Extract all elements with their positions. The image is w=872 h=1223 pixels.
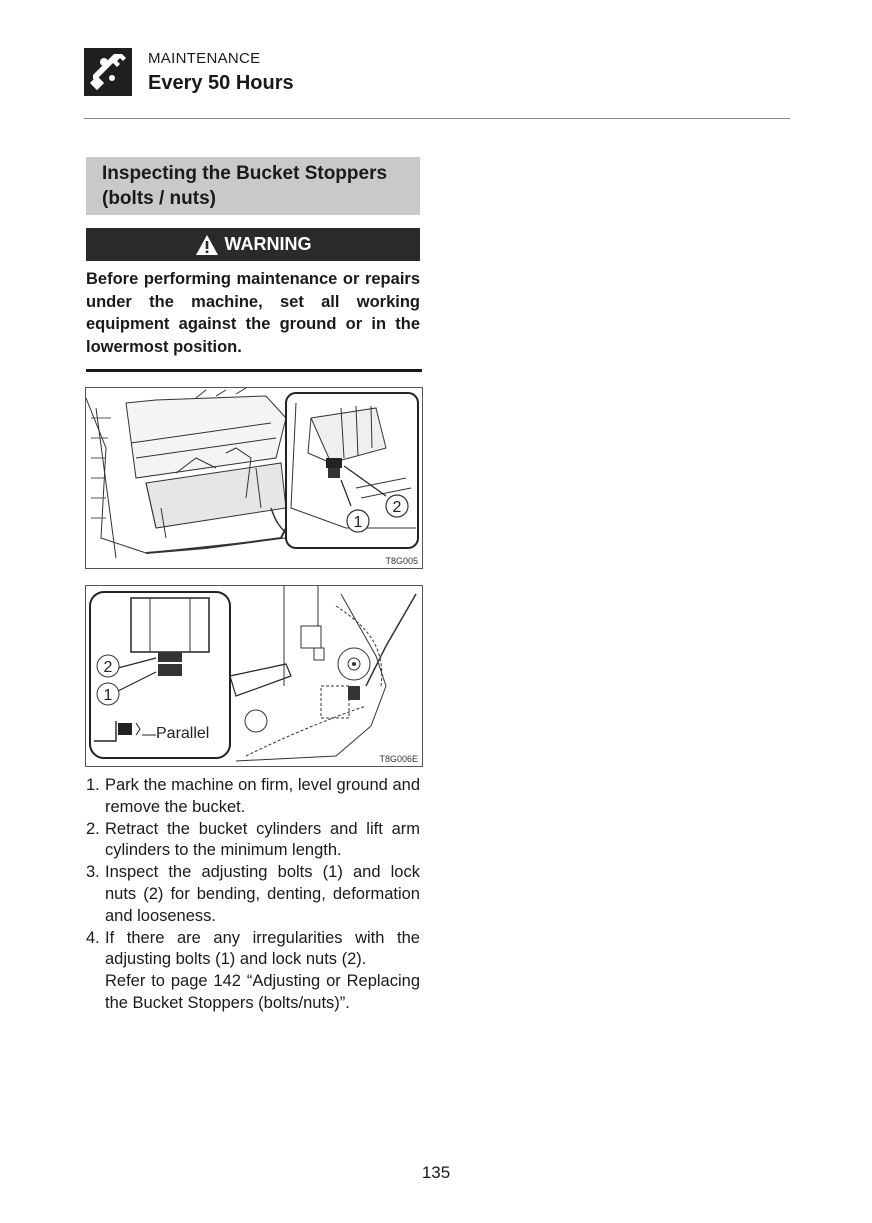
procedure-steps: [86, 775, 420, 1015]
stopper-detail-illustration: [86, 586, 422, 766]
bucket-stopper-illustration: [86, 388, 422, 568]
warning-bar: [86, 228, 420, 261]
parallel-label: Parallel: [156, 725, 210, 742]
warning-label: WARNING: [224, 234, 312, 254]
figure-bucket-stopper-detail: [85, 585, 423, 767]
callout-2: 2: [392, 499, 402, 516]
list-item: [86, 775, 420, 819]
step-text: Inspect the adjusting bolts (1) and lock nuts (2) for bending, denting, deformation and looseness.: [105, 863, 420, 925]
header-divider: [84, 118, 790, 119]
step-text-group: [105, 928, 420, 1015]
step-text: Park the machine on firm, level ground and remove the bucket.: [105, 776, 420, 816]
list-item: [86, 928, 420, 1015]
step-text: Retract the bucket cylinders and lift arm cylinders to the minimum length.: [105, 819, 420, 860]
callout-1: 1: [353, 514, 363, 531]
callout-2: 2: [103, 659, 113, 676]
figure-code: T8G006E: [379, 754, 418, 764]
step-number: 1.: [86, 776, 100, 794]
header-section: MAINTENANCE: [148, 50, 261, 67]
list-item: [86, 819, 420, 863]
step-text: If there are any irregularities with the adjusting bolts (1) and lock nuts (2).: [105, 928, 420, 969]
warning-divider: [86, 369, 422, 372]
warning-triangle-icon: [195, 234, 219, 256]
header-title: Every 50 Hours: [148, 72, 294, 94]
figure-code: T8G005: [385, 556, 418, 566]
section-title-box: [86, 157, 420, 215]
callout-1: 1: [103, 687, 113, 704]
wrench-maintenance-icon: [84, 48, 132, 96]
figure-bucket-stopper-overview: [85, 387, 423, 569]
section-title-line2: (bolts / nuts): [102, 188, 216, 209]
step-number: 3.: [86, 863, 100, 882]
step-number: 4.: [86, 928, 100, 947]
page-number: 135: [421, 1163, 451, 1182]
section-title-line1: Inspecting the Bucket Stoppers: [102, 163, 388, 184]
warning-text: Before performing maintenance or repairs under the machine, set all working equipment against the ground or in the lowermost position.: [86, 270, 420, 356]
list-item: [86, 862, 420, 927]
step-number: 2.: [86, 819, 100, 838]
step-reference: Refer to page 142 “Adjusting or Replacing the Bucket Stoppers (bolts/nuts)”.: [105, 972, 420, 1012]
